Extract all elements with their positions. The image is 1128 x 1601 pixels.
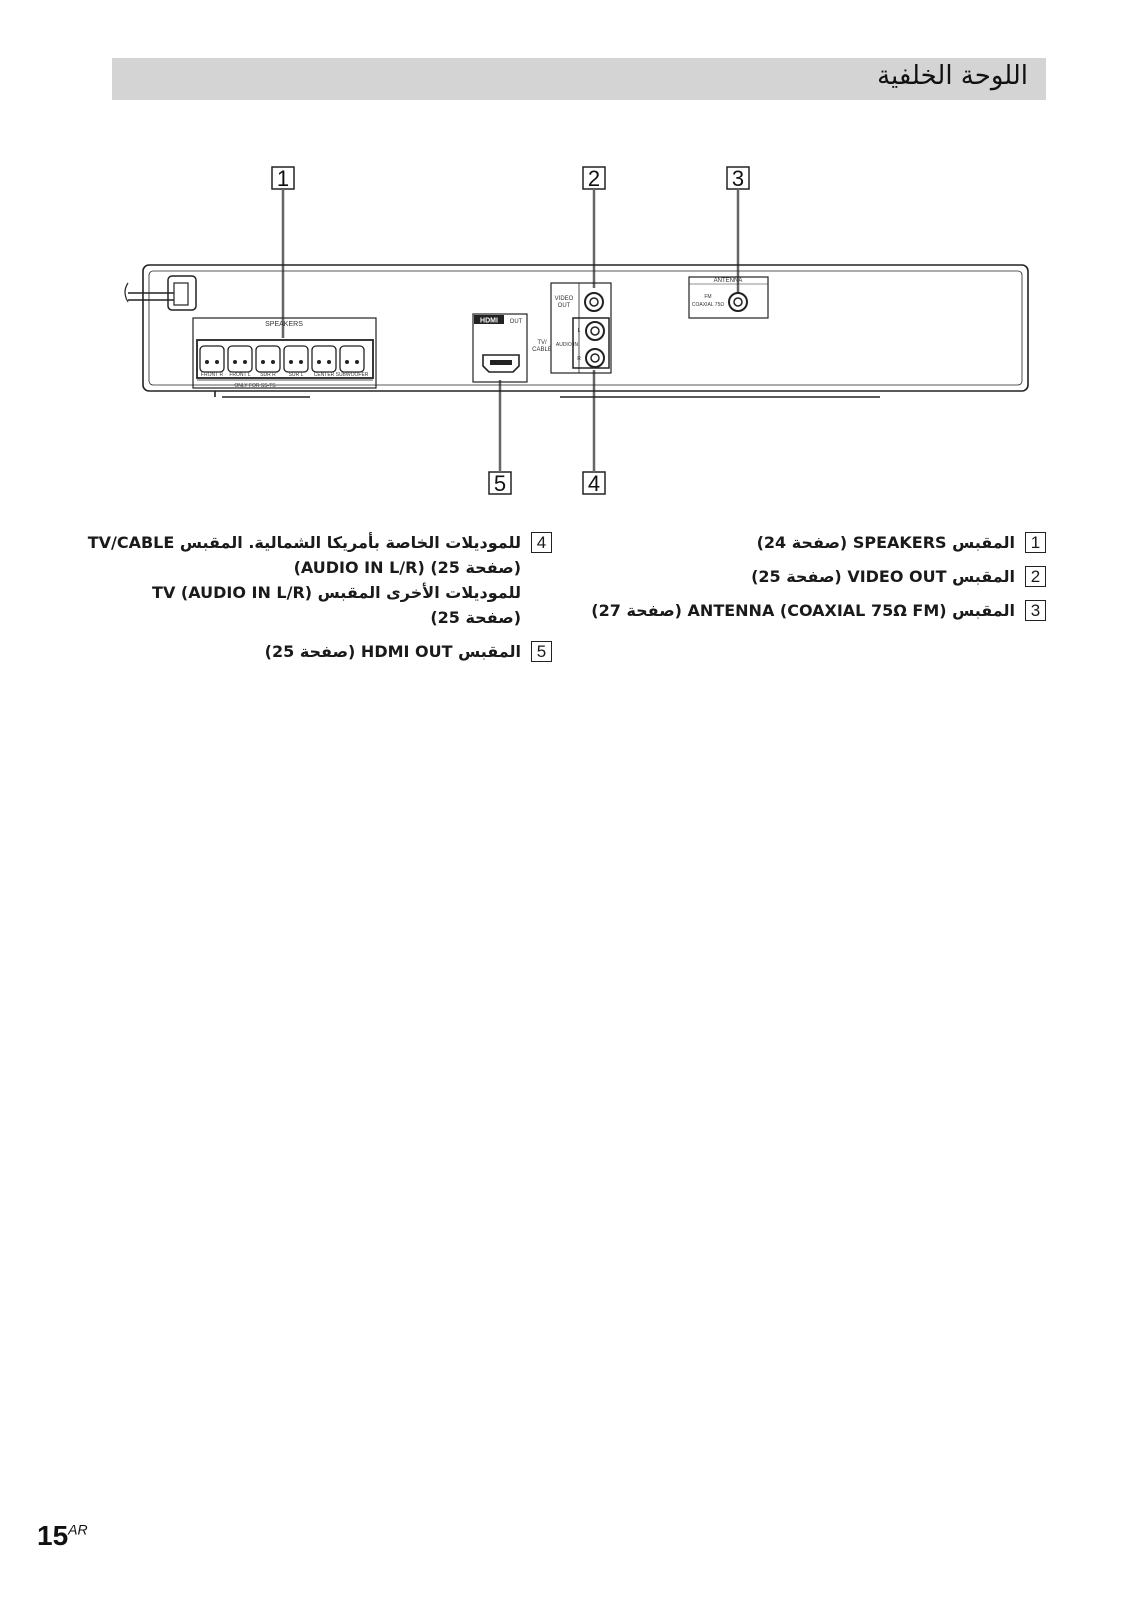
descriptions-right-column	[591, 530, 1046, 632]
rear-panel-diagram	[0, 0, 1128, 520]
svg-text:SUR R: SUR R	[260, 372, 276, 378]
svg-text:AUDIO IN: AUDIO IN	[555, 342, 579, 348]
description-line: المقبس VIDEO OUT (صفحة 25)	[751, 567, 1015, 586]
callout-4	[583, 471, 605, 496]
svg-text:R: R	[577, 356, 581, 362]
svg-text:CABLE: CABLE	[532, 347, 552, 353]
svg-text:FRONT R: FRONT R	[200, 372, 224, 378]
svg-text:ONLY FOR SS-TS: ONLY FOR SS-TS	[234, 383, 276, 389]
svg-text:TV/: TV/	[537, 340, 547, 346]
svg-text:4: 4	[587, 471, 601, 496]
description-line: المقبس SPEAKERS (صفحة 24)	[756, 533, 1015, 552]
svg-text:OUT: OUT	[557, 303, 571, 309]
callout-1	[272, 166, 294, 191]
video-audio-panel	[532, 283, 611, 373]
hdmi-out-port	[473, 314, 527, 382]
svg-text:OUT: OUT	[509, 319, 523, 325]
svg-text:2: 2	[587, 166, 601, 191]
svg-text:5: 5	[493, 471, 507, 496]
svg-text:HDMI: HDMI	[480, 317, 498, 325]
description-item-1	[600, 530, 1046, 555]
description-item-3	[591, 598, 1046, 623]
description-line: المقبس HDMI OUT (صفحة 25)	[264, 642, 521, 661]
svg-text:SUBWOOFER: SUBWOOFER	[335, 372, 369, 378]
fm-antenna-port	[689, 277, 768, 318]
description-line: (AUDIO IN L/R) (صفحة 25)	[293, 558, 521, 577]
page-suffix: AR	[68, 1521, 88, 1538]
callout-2	[583, 166, 605, 191]
description-line: للموديلات الخاصة بأمريكا الشمالية. المقبس TV/CABLE	[87, 533, 521, 552]
svg-text:COAXIAL 75Ω: COAXIAL 75Ω	[691, 302, 725, 308]
svg-text:3: 3	[731, 166, 745, 191]
item-number: 3	[1025, 600, 1046, 621]
description-item-4	[87, 530, 552, 630]
description-item-2	[600, 564, 1046, 589]
callout-5	[489, 471, 511, 496]
item-number: 2	[1025, 566, 1046, 587]
item-number: 1	[1025, 532, 1046, 553]
svg-text:L: L	[577, 328, 581, 334]
leader-lines	[283, 189, 738, 472]
callout-3	[727, 166, 749, 191]
item-number: 5	[531, 641, 552, 662]
item-number: 4	[531, 532, 552, 553]
svg-text:1: 1	[276, 166, 290, 191]
page-number: $15^{AR}$	[37, 1520, 88, 1551]
svg-text:ANTENNA: ANTENNA	[713, 278, 743, 284]
description-line: للموديلات الأخرى المقبس TV (AUDIO IN L/R)	[152, 583, 521, 602]
svg-text:CENTER: CENTER	[313, 372, 335, 378]
svg-text:VIDEO: VIDEO	[554, 296, 574, 302]
speakers-terminal	[193, 318, 376, 389]
svg-text:SUR L: SUR L	[288, 372, 304, 378]
descriptions-left-column	[87, 530, 552, 673]
speakers-label: SPEAKERS	[265, 321, 303, 328]
power-cord	[125, 276, 196, 310]
section-title: اللوحة الخلفية	[877, 61, 1028, 91]
svg-text:FRONT L: FRONT L	[229, 372, 251, 378]
description-line: (صفحة 25)	[430, 608, 521, 627]
svg-text:FM: FM	[704, 294, 712, 300]
description-item-5	[120, 639, 552, 664]
description-line: المقبس ANTENNA (COAXIAL 75Ω FM) (صفحة 27)	[591, 601, 1015, 620]
